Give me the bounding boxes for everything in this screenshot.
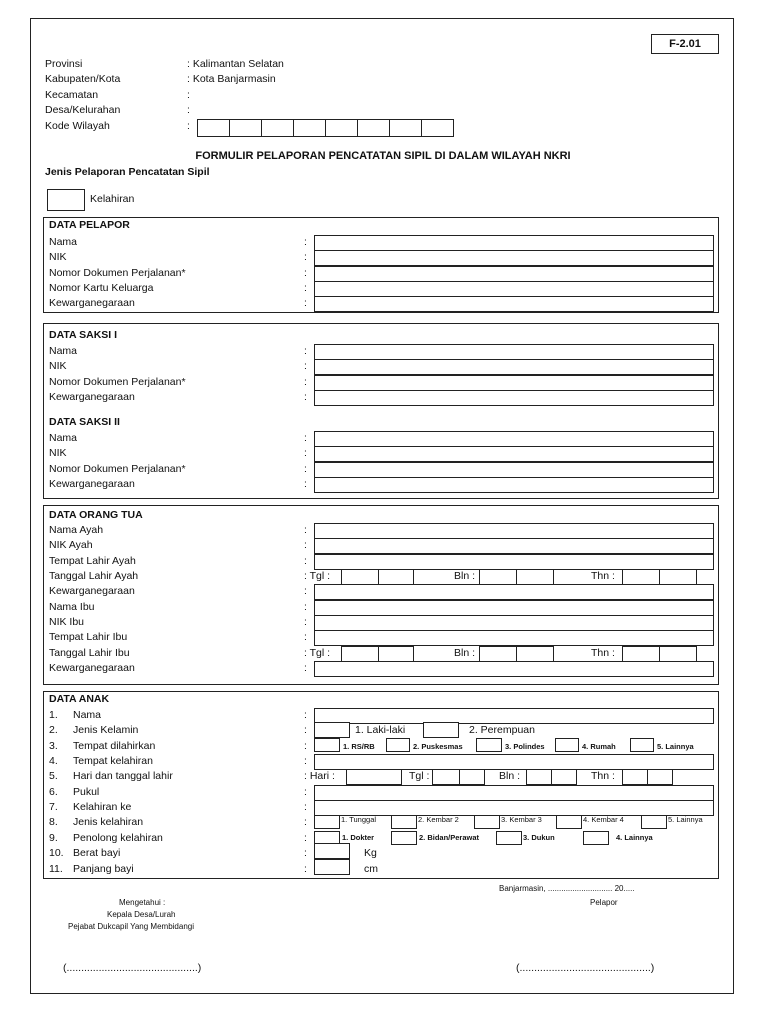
orang-tua-field-label: Tempat Lahir Ibu	[49, 631, 128, 644]
saksi1-field-input[interactable]	[314, 375, 714, 391]
colon: :	[304, 432, 307, 444]
colon: :	[304, 281, 307, 294]
anak-field-number: 8.	[49, 816, 58, 829]
anak-field-input[interactable]	[314, 708, 714, 724]
kode-wilayah-colon: :	[187, 120, 190, 132]
anak-title: DATA ANAK	[49, 693, 110, 705]
anak-field-label: Berat bayi	[73, 847, 121, 860]
kode-wilayah-digit[interactable]	[261, 119, 294, 137]
saksi2-field-input[interactable]	[314, 477, 714, 493]
place-option-box[interactable]	[314, 738, 340, 752]
orang-tua-field-input[interactable]	[314, 523, 714, 539]
colon: :	[304, 862, 307, 875]
colon: :	[304, 345, 307, 357]
form-code: F-2.01	[651, 34, 719, 54]
pelapor-field-label: Nama	[49, 236, 78, 248]
colon: :	[304, 375, 307, 388]
thn-box[interactable]	[647, 769, 673, 785]
form-page	[30, 18, 734, 994]
anak-field-label: Panjang bayi	[73, 862, 134, 875]
colon: :	[304, 266, 307, 279]
bln-month-box[interactable]	[516, 569, 554, 585]
orang-tua-field-label: Tempat Lahir Ayah	[49, 554, 136, 567]
thn-year-box[interactable]	[659, 646, 697, 662]
orang-tua-field-label: Nama Ibu	[49, 600, 95, 613]
place-option-box[interactable]	[476, 738, 502, 752]
colon: :	[304, 297, 307, 310]
pelapor-field-label: Nomor Kartu Keluarga	[49, 281, 154, 294]
colon: :	[304, 524, 307, 536]
kelahiran-checkbox[interactable]	[47, 189, 85, 211]
thn-label: Thn :	[591, 570, 615, 583]
colon: :	[304, 801, 307, 814]
tgl-label: : Tgl :	[304, 570, 331, 583]
orang-tua-field-input[interactable]	[314, 630, 714, 646]
colon: :	[304, 785, 307, 798]
anak-field-label: Kelahiran ke	[73, 801, 132, 814]
jenis-pelaporan-label: Jenis Pelaporan Pencatatan Sipil	[45, 166, 210, 178]
kode-wilayah-digit[interactable]	[197, 119, 230, 137]
anak-field-number: 6.	[49, 785, 58, 798]
pejabat-label: Pejabat Dukcapil Yang Membidangi	[68, 922, 195, 931]
anak-field-input[interactable]	[314, 754, 714, 770]
colon: :	[304, 816, 307, 829]
saksi2-field-input[interactable]	[314, 431, 714, 447]
pelapor-field-input[interactable]	[314, 296, 714, 312]
saksi2-field-label: Nama	[49, 432, 78, 444]
kode-wilayah-digit[interactable]	[357, 119, 390, 137]
bln-box[interactable]	[526, 769, 552, 785]
saksi1-field-input[interactable]	[314, 344, 714, 360]
colon: :	[304, 585, 307, 598]
colon: :	[304, 662, 307, 675]
thn-year-box[interactable]	[659, 569, 697, 585]
bln-month-box[interactable]	[479, 646, 517, 662]
birth-type-box[interactable]	[641, 815, 667, 829]
berat-bayi-box[interactable]	[314, 843, 350, 859]
sex-option-perempuan: 2. Perempuan	[469, 724, 535, 737]
colon: :	[304, 847, 307, 860]
tgl-day-box[interactable]	[341, 569, 379, 585]
place-date: Banjarmasin, ............................. 20.....	[499, 884, 635, 893]
colon: :	[304, 462, 307, 475]
anak-field-number: 7.	[49, 801, 58, 814]
pelapor-signature-title: Pelapor	[590, 898, 618, 907]
colon: :	[304, 447, 307, 460]
kg-unit: Kg	[364, 847, 377, 860]
helper-label: 3. Dukun	[523, 832, 555, 842]
pelapor-field-input[interactable]	[314, 250, 714, 266]
place-option-label: 2. Puskesmas	[413, 741, 463, 751]
tgl-box[interactable]	[459, 769, 485, 785]
colon: :	[304, 755, 307, 768]
orang-tua-field-label: NIK Ayah	[49, 539, 93, 552]
kode-wilayah-label: Kode Wilayah	[45, 120, 110, 132]
anak-field-label: Nama	[73, 709, 102, 721]
birth-type-label: 5. Lainnya	[668, 815, 703, 825]
hari-label: : Hari :	[304, 770, 335, 783]
cm-unit: cm	[364, 862, 378, 875]
tgl-label: Tgl :	[409, 770, 430, 783]
signature-right[interactable]: (.............................................)	[516, 962, 655, 974]
orang-tua-field-label: Nama Ayah	[49, 524, 104, 536]
anak-field-number: 2.	[49, 724, 58, 737]
anak-field-input[interactable]	[314, 785, 714, 801]
helper-label: 4. Lainnya	[616, 832, 653, 842]
kode-wilayah-digit[interactable]	[389, 119, 422, 137]
colon: :	[304, 600, 307, 613]
kelahiran-label: Kelahiran	[90, 193, 135, 205]
tgl-day-box[interactable]	[378, 569, 414, 585]
desa-value: :	[187, 104, 190, 116]
kode-wilayah-digit[interactable]	[325, 119, 358, 137]
place-option-box[interactable]	[555, 738, 579, 752]
anak-field-input[interactable]	[314, 800, 714, 816]
colon: :	[304, 236, 307, 248]
birth-type-label: 4. Kembar 4	[583, 815, 624, 825]
place-option-label: 3. Polindes	[505, 741, 545, 751]
orang-tua-title: DATA ORANG TUA	[49, 509, 143, 521]
colon: :	[304, 831, 307, 844]
saksi2-field-input[interactable]	[314, 462, 714, 478]
colon: :	[304, 631, 307, 644]
orang-tua-field-label: Kewarganegaraan	[49, 585, 135, 598]
colon: :	[304, 539, 307, 552]
place-option-label: 5. Lainnya	[657, 741, 694, 751]
anak-field-label: Hari dan tanggal lahir	[73, 770, 173, 783]
colon: :	[304, 390, 307, 403]
orang-tua-field-input[interactable]	[314, 538, 714, 554]
tgl-day-box[interactable]	[378, 646, 414, 662]
colon: :	[304, 724, 307, 737]
helper-label: 1. Dokter	[342, 832, 375, 842]
thn-label: Thn :	[591, 770, 615, 783]
provinsi-label: Provinsi	[45, 58, 83, 70]
signature-left[interactable]: (.............................................)	[63, 962, 202, 974]
orang-tua-field-input[interactable]	[314, 661, 714, 677]
saksi1-title: DATA SAKSI I	[49, 329, 118, 341]
tgl-label: : Tgl :	[304, 646, 331, 659]
place-option-label: 4. Rumah	[582, 741, 616, 751]
birth-type-label: 1. Tunggal	[341, 815, 377, 825]
provinsi-value: : Kalimantan Selatan	[187, 58, 284, 70]
anak-field-label: Penolong kelahiran	[73, 831, 163, 844]
pelapor-field-label: Kewarganegaraan	[49, 297, 135, 310]
orang-tua-field-input[interactable]	[314, 600, 714, 616]
kabupaten-label: Kabupaten/Kota	[45, 73, 121, 85]
saksi2-field-input[interactable]	[314, 446, 714, 462]
form-title: FORMULIR PELAPORAN PENCATATAN SIPIL DI DALAM WILAYAH NKRI	[195, 150, 571, 162]
sex-option-laki: 1. Laki-laki	[355, 724, 406, 737]
panjang-bayi-box[interactable]	[314, 859, 350, 875]
thn-box[interactable]	[622, 769, 648, 785]
anak-field-number: 10.	[49, 847, 64, 860]
anak-field-label: Tempat kelahiran	[73, 755, 153, 768]
thn-year-box[interactable]	[622, 646, 660, 662]
orang-tua-field-label: Kewarganegaraan	[49, 662, 135, 675]
place-option-label: 1. RS/RB	[343, 741, 375, 751]
birth-type-box[interactable]	[314, 815, 340, 829]
mengetahui-label: Mengetahui :	[119, 898, 166, 907]
anak-field-label: Jenis Kelamin	[73, 724, 139, 737]
colon: :	[304, 616, 307, 629]
helper-label: 2. Bidan/Perawat	[419, 832, 480, 842]
helper-box[interactable]	[391, 831, 417, 845]
tgl-day-box[interactable]	[341, 646, 379, 662]
colon: :	[304, 251, 307, 264]
birth-type-label: 2. Kembar 2	[418, 815, 459, 825]
anak-field-label: Tempat dilahirkan	[73, 739, 156, 752]
helper-box[interactable]	[496, 831, 522, 845]
tgl-box[interactable]	[432, 769, 460, 785]
bln-label: Bln :	[499, 770, 521, 783]
pelapor-field-label: NIK	[49, 251, 67, 264]
kode-wilayah-digit[interactable]	[293, 119, 326, 137]
colon: :	[304, 477, 307, 490]
birth-type-box[interactable]	[556, 815, 582, 829]
orang-tua-field-input[interactable]	[314, 584, 714, 600]
place-option-box[interactable]	[630, 738, 654, 752]
colon: :	[304, 554, 307, 567]
saksi2-field-label: NIK	[49, 447, 67, 460]
saksi2-title: DATA SAKSI II	[49, 416, 120, 428]
bln-label: Bln :	[454, 570, 476, 583]
kode-wilayah-digit[interactable]	[421, 119, 454, 137]
orang-tua-field-input[interactable]	[314, 615, 714, 631]
colon: :	[304, 360, 307, 373]
saksi1-field-label: Nomor Dokumen Perjalanan*	[49, 375, 186, 388]
anak-field-label: Jenis kelahiran	[73, 816, 144, 829]
hari-box[interactable]	[346, 769, 402, 785]
pelapor-field-label: Nomor Dokumen Perjalanan*	[49, 266, 186, 279]
colon: :	[304, 709, 307, 721]
birth-type-label: 3. Kembar 3	[501, 815, 542, 825]
pelapor-field-input[interactable]	[314, 281, 714, 297]
saksi1-field-label: NIK	[49, 360, 67, 373]
bln-label: Bln :	[454, 646, 476, 659]
pelapor-field-input[interactable]	[314, 235, 714, 251]
saksi1-field-input[interactable]	[314, 390, 714, 406]
anak-field-number: 1.	[49, 709, 58, 721]
desa-label: Desa/Kelurahan	[45, 104, 121, 116]
saksi2-field-label: Kewarganegaraan	[49, 477, 135, 490]
anak-field-number: 4.	[49, 755, 58, 768]
kecamatan-label: Kecamatan	[45, 89, 99, 101]
pelapor-title: DATA PELAPOR	[49, 219, 130, 231]
helper-box[interactable]	[583, 831, 609, 845]
bln-month-box[interactable]	[479, 569, 517, 585]
anak-field-number: 3.	[49, 739, 58, 752]
bln-month-box[interactable]	[516, 646, 554, 662]
saksi1-field-input[interactable]	[314, 359, 714, 375]
orang-tua-field-label: Tanggal Lahir Ibu	[49, 646, 130, 659]
anak-field-number: 11.	[49, 862, 63, 875]
sex-option-box[interactable]	[314, 722, 350, 738]
saksi2-field-label: Nomor Dokumen Perjalanan*	[49, 462, 186, 475]
saksi1-field-label: Kewarganegaraan	[49, 390, 135, 403]
colon: :	[304, 739, 307, 752]
anak-field-number: 9.	[49, 831, 58, 844]
saksi1-field-label: Nama	[49, 345, 78, 357]
birth-type-box[interactable]	[391, 815, 417, 829]
kode-wilayah-digit[interactable]	[229, 119, 262, 137]
kabupaten-value: : Kota Banjarmasin	[187, 73, 276, 85]
birth-type-box[interactable]	[474, 815, 500, 829]
place-option-box[interactable]	[386, 738, 410, 752]
kecamatan-value: :	[187, 89, 190, 101]
pelapor-field-input[interactable]	[314, 266, 714, 282]
orang-tua-field-label: Tanggal Lahir Ayah	[49, 570, 139, 583]
sex-option-box[interactable]	[423, 722, 459, 738]
orang-tua-field-label: NIK Ibu	[49, 616, 85, 629]
kepala-desa-label: Kepala Desa/Lurah	[107, 910, 176, 919]
orang-tua-field-input[interactable]	[314, 554, 714, 570]
anak-field-label: Pukul	[73, 785, 100, 798]
thn-year-box[interactable]	[622, 569, 660, 585]
bln-box[interactable]	[551, 769, 577, 785]
anak-field-number: 5.	[49, 770, 58, 783]
thn-label: Thn :	[591, 646, 615, 659]
